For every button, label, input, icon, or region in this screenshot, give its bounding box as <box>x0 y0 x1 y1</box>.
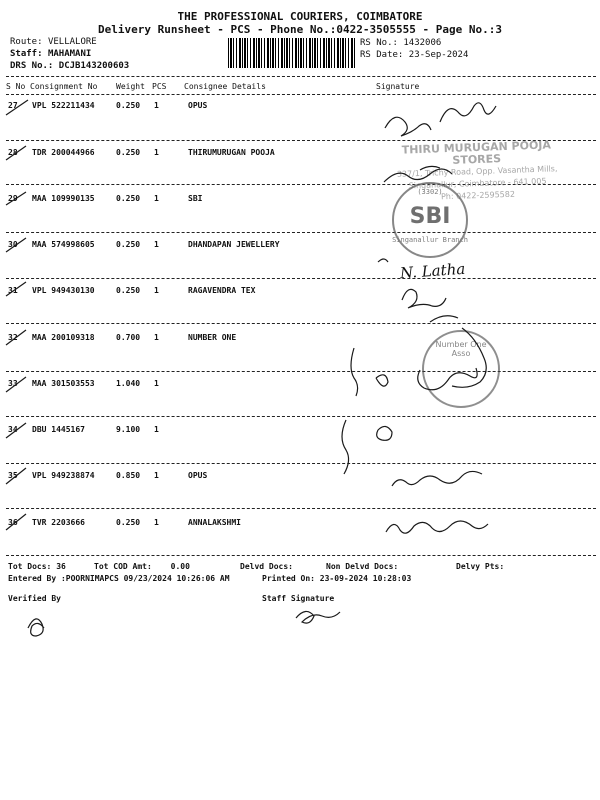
bank-seal-name: SBI <box>409 204 451 229</box>
row-consignment: TVR 2203666 <box>32 518 85 527</box>
row-weight: 0.250 <box>116 194 141 203</box>
non-delvd-docs-label: Non Delvd Docs: <box>326 562 399 571</box>
number-one-seal-text: Number One Asso <box>435 340 487 358</box>
row-consignee: NUMBER ONE <box>188 333 237 342</box>
row-consignee: OPUS <box>188 471 208 480</box>
delvd-docs-label: Delvd Docs: <box>240 562 293 571</box>
col-header-sno: S No <box>6 82 26 91</box>
tot-docs-label: Tot Docs: <box>8 562 52 571</box>
drs-value: DCJB143200603 <box>58 61 130 71</box>
row-consignee: OPUS <box>188 101 208 110</box>
row-sno: 32 <box>8 333 18 342</box>
row-sno: 35 <box>8 471 18 480</box>
row-consignment: TDR 200044966 <box>32 148 95 157</box>
route-value: VELLALORE <box>47 37 97 47</box>
printed-on: Printed On: 23-09-2024 10:28:03 <box>262 574 412 583</box>
staff-signature-label: Staff Signature <box>262 594 335 603</box>
staff-value: MAHAMANI <box>47 49 92 59</box>
row-pcs: 1 <box>154 471 159 480</box>
row-pcs: 1 <box>154 425 159 434</box>
row-consignee: RAGAVENDRA TEX <box>188 286 256 295</box>
row-consignment: MAA 109990135 <box>32 194 95 203</box>
row-pcs: 1 <box>154 194 159 203</box>
row-consignment: MAA 301503553 <box>32 379 95 388</box>
row-sno: 31 <box>8 286 18 295</box>
row-pcs: 1 <box>154 379 159 388</box>
document-subtitle: Delivery Runsheet - PCS - Phone No.:0422-3505555 - Page No.:3 <box>98 23 502 36</box>
row-sno: 33 <box>8 379 18 388</box>
handwritten-signature-latha: N. Latha <box>399 259 466 283</box>
row-pcs: 1 <box>154 148 159 157</box>
row-pcs: 1 <box>154 240 159 249</box>
row-weight: 9.100 <box>116 425 141 434</box>
row-consignee: SBI <box>188 194 203 203</box>
rs-date-value: 23-Sep-2024 <box>408 50 469 60</box>
row-sno: 27 <box>8 101 18 110</box>
staff-label: Staff: <box>10 49 43 59</box>
rs-no-value: 1432006 <box>403 38 442 48</box>
row-pcs: 1 <box>154 333 159 342</box>
col-header-pcs: PCS <box>152 82 167 91</box>
row-consignment: VPL 949238874 <box>32 471 95 480</box>
row-sno: 29 <box>8 194 18 203</box>
row-sno: 34 <box>8 425 18 434</box>
row-weight: 0.250 <box>116 518 141 527</box>
tot-docs-value: 36 <box>56 562 66 571</box>
row-consignment: MAA 200109318 <box>32 333 95 342</box>
shop-stamp-line1: THIRU MURUGAN POOJA STORES <box>401 138 552 167</box>
rs-date-label: RS Date: <box>360 50 404 60</box>
row-consignee: ANNALAKSHMI <box>188 518 241 527</box>
document-title: THE PROFESSIONAL COURIERS, COIMBATORE <box>177 10 423 23</box>
col-header-consignment: Consignment No <box>30 82 98 91</box>
row-consignment: VPL 522211434 <box>32 101 95 110</box>
bank-seal-code: (3302) <box>417 188 443 196</box>
row-weight: 0.250 <box>116 101 141 110</box>
col-header-consignee: Consignee Details <box>184 82 266 91</box>
shop-stamp-line3: Singanallur, Coimbatore - 641 005 <box>408 176 547 191</box>
row-weight: 0.250 <box>116 286 141 295</box>
row-consignment: MAA 574998605 <box>32 240 95 249</box>
row-pcs: 1 <box>154 101 159 110</box>
tot-cod-value: 0.00 <box>170 562 190 571</box>
drs-label: DRS No.: <box>10 61 54 71</box>
bank-seal-branch: Singanallur Branch <box>392 236 468 244</box>
shop-stamp-line2: 337/1, Trichy Road, Opp. Vasantha Mills, <box>396 164 558 179</box>
row-consignment: VPL 949430130 <box>32 286 95 295</box>
row-consignee: DHANDAPAN JEWELLERY <box>188 240 280 249</box>
row-pcs: 1 <box>154 518 159 527</box>
tot-cod-label: Tot COD Amt: <box>94 562 152 571</box>
route-label: Route: <box>10 37 43 47</box>
row-sno: 36 <box>8 518 18 527</box>
col-header-weight: Weight <box>116 82 145 91</box>
entered-by: Entered By :POORNIMAPCS 09/23/2024 10:26:06 AM <box>8 574 230 583</box>
row-pcs: 1 <box>154 286 159 295</box>
col-header-signature: Signature <box>376 82 420 91</box>
row-consignment: DBU 1445167 <box>32 425 85 434</box>
row-weight: 0.850 <box>116 471 141 480</box>
delvy-pts-label: Delvy Pts: <box>456 562 505 571</box>
shop-stamp-line4: Ph: 0422-2595582 <box>440 189 516 202</box>
row-sno: 30 <box>8 240 18 249</box>
tot-cod <box>94 562 190 571</box>
row-sno: 28 <box>8 148 18 157</box>
row-weight: 0.250 <box>116 240 141 249</box>
rs-no-label: RS No.: <box>360 38 398 48</box>
verified-by-label: Verified By <box>8 594 61 603</box>
totals-line <box>8 562 66 571</box>
row-weight: 1.040 <box>116 379 141 388</box>
row-consignee: THIRUMURUGAN POOJA <box>188 148 275 157</box>
row-weight: 0.700 <box>116 333 141 342</box>
row-weight: 0.250 <box>116 148 141 157</box>
